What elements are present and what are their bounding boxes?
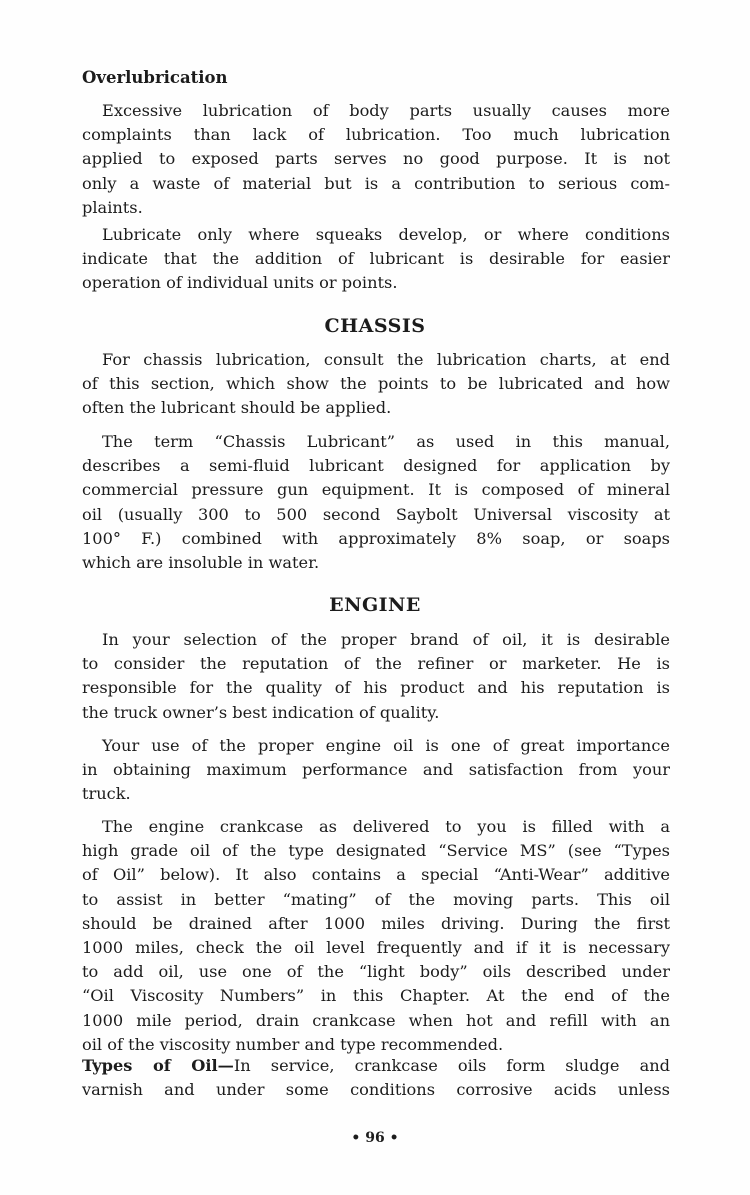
paragraph-7 <box>82 815 670 1057</box>
heading: Overlubrication <box>82 68 228 87</box>
text-line: in obtaining maximum performance and satisfaction from your <box>82 760 670 780</box>
text-line <box>82 1054 670 1078</box>
text-line: describes a semi-fluid lubricant designed for application by <box>82 456 670 476</box>
text-line: should be drained after 1000 miles driving. During the first <box>82 913 670 933</box>
text-line: 1000 mile period, drain crankcase when hot and refill with an <box>82 1010 670 1030</box>
text-line: For chassis lubrication, consult the lubrication charts, at end <box>102 350 670 369</box>
section-heading-engine: ENGINE <box>329 594 421 616</box>
section-heading-chassis: CHASSIS <box>324 315 426 337</box>
text-line: commercial pressure gun equipment. It is composed of mineral <box>82 480 670 500</box>
text-line: 1000 miles, check the oil level frequently and if it is necessary <box>82 937 670 957</box>
text-line: 100° F.) combined with approximately 8% soap, or soaps <box>82 528 670 548</box>
text-line: Excessive lubrication of body parts usually causes more <box>102 101 670 120</box>
text-line: indicate that the addition of lubricant is desirable for easier <box>82 249 670 269</box>
text-line: high grade oil of the type designated “Service MS” (see “Types <box>82 841 670 861</box>
text-line: only a waste of material but is a contribution to serious com- <box>82 173 670 193</box>
text-line: which are insoluble in water. <box>82 552 320 572</box>
text-line: truck. <box>82 784 131 804</box>
paragraph-3 <box>82 348 670 421</box>
text-line: In your selection of the proper brand of oil, it is desirable <box>102 630 670 649</box>
text-line: The engine crankcase as delivered to you is filled with a <box>102 817 670 836</box>
text-line: of this section, which show the points to be lubricated and how <box>82 374 670 394</box>
section-heading-overlubrication <box>82 66 670 90</box>
paragraph-1 <box>82 99 670 220</box>
text-line: oil of the viscosity number and type recommended. <box>82 1034 504 1054</box>
paragraph-6 <box>82 734 670 807</box>
text-line: to add oil, use one of the “light body” oils described under <box>82 962 670 982</box>
paragraph-4 <box>82 430 670 575</box>
text-line: Lubricate only where squeaks develop, or where conditions <box>102 225 670 244</box>
text-line: varnish and under some conditions corrosive acids unless <box>82 1080 670 1100</box>
text-line: to consider the reputation of the refiner or marketer. He is <box>82 654 670 674</box>
text-line: oil (usually 300 to 500 second Saybolt Universal viscosity at <box>82 504 670 524</box>
text-line: often the lubricant should be applied. <box>82 398 392 418</box>
text-line: plaints. <box>82 197 143 217</box>
paragraph-8 <box>82 1054 670 1102</box>
text-line: The term “Chassis Lubricant” as used in this manual, <box>102 432 670 451</box>
paragraph-2 <box>82 223 670 296</box>
text-line: responsible for the quality of his product and his reputation is <box>82 678 670 698</box>
text-line: “Oil Viscosity Numbers” in this Chapter. At the end of the <box>82 986 670 1006</box>
text-line: operation of individual units or points. <box>82 273 398 293</box>
paragraph-5 <box>82 628 670 725</box>
text-line: the truck owner’s best indication of quality. <box>82 702 440 722</box>
text-run: In service, crankcase oils form sludge and <box>233 1056 671 1075</box>
text-line: Your use of the proper engine oil is one of great importance <box>102 736 670 755</box>
text-line: of Oil” below). It also contains a special “Anti-Wear” additive <box>82 865 670 885</box>
text-line: applied to exposed parts serves no good purpose. It is not <box>82 149 670 169</box>
text-line: complaints than lack of lubrication. Too much lubrication <box>82 125 670 145</box>
run-in-heading: Types of Oil— <box>82 1056 234 1075</box>
page-number: • 96 • <box>351 1130 399 1146</box>
text-line: to assist in better “mating” of the moving parts. This oil <box>82 889 670 909</box>
